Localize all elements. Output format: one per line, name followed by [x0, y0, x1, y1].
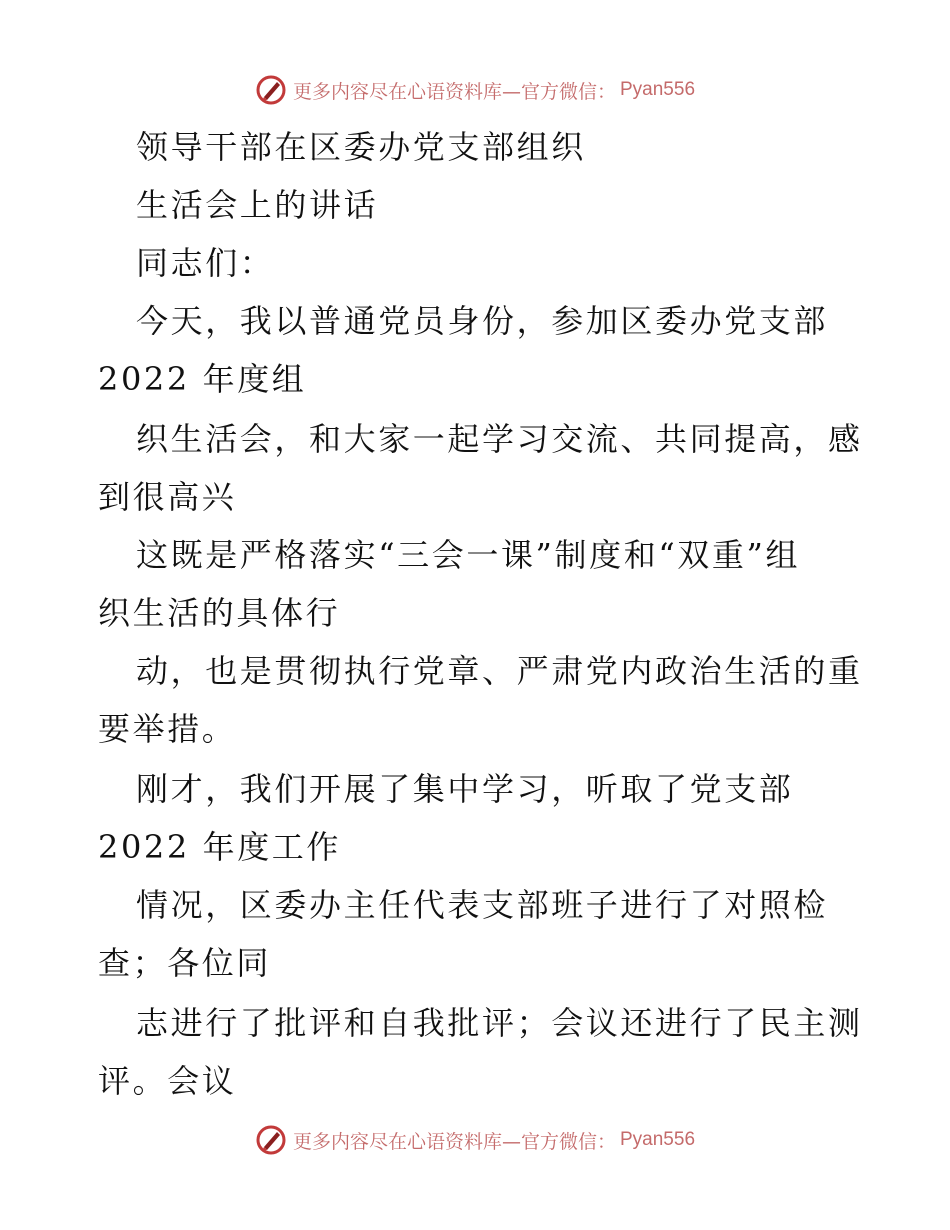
text-line: 要举措。 — [98, 710, 237, 748]
watermark-text: 更多内容尽在心语资料库—官方微信： — [292, 80, 616, 103]
text-line: 织生活的具体行 — [98, 594, 341, 632]
text-line: 这既是严格落实“三会一课”制度和“双重”组 — [136, 536, 801, 574]
watermark-header — [0, 70, 950, 110]
text-line: 生活会上的讲话 — [136, 186, 379, 224]
watermark-wechat-id: Pyan556 — [620, 79, 696, 100]
text-line: 织生活会，和大家一起学习交流、共同提高，感 — [136, 420, 863, 458]
text-line: 志进行了批评和自我批评；会议还进行了民主测 — [136, 1004, 863, 1042]
watermark-wechat-id: Pyan556 — [620, 1129, 696, 1150]
text-line: 刚才，我们开展了集中学习，听取了党支部 — [136, 770, 794, 808]
pen-logo-icon — [255, 1124, 287, 1156]
text-line: 同志们： — [136, 244, 275, 282]
text-line: 今天，我以普通党员身份，参加区委办党支部 — [136, 302, 829, 340]
watermark-footer — [0, 1120, 950, 1160]
text-line: 动，也是贯彻执行党章、严肃党内政治生活的重 — [136, 652, 863, 690]
text-line: 查；各位同 — [98, 944, 272, 982]
text-line: 评。会议 — [98, 1062, 237, 1100]
text-line: 领导干部在区委办党支部组织 — [136, 128, 586, 166]
text-line: 情况，区委办主任代表支部班子进行了对照检 — [136, 886, 829, 924]
watermark-text: 更多内容尽在心语资料库—官方微信： — [292, 1130, 616, 1153]
text-line: 2022 年度工作 — [98, 828, 342, 866]
pen-logo-icon — [255, 74, 287, 106]
text-line: 到很高兴 — [98, 478, 237, 516]
text-line: 2022 年度组 — [98, 360, 307, 398]
